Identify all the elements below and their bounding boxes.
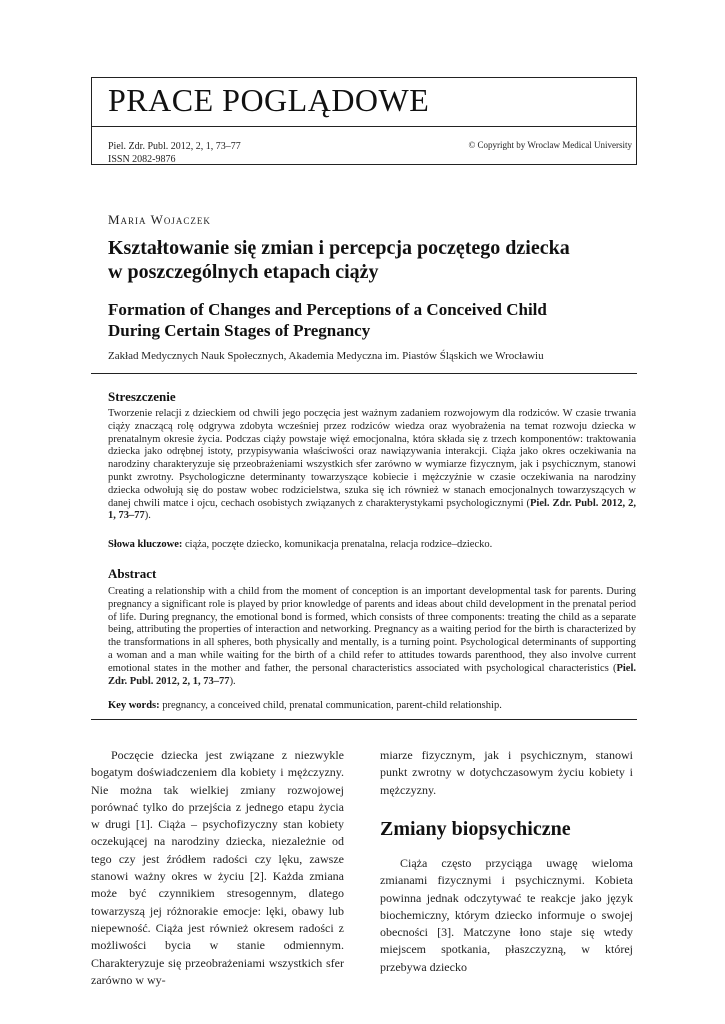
section-type-title: PRACE POGLĄDOWE	[108, 82, 430, 118]
streszczenie-end: ).	[144, 510, 151, 522]
body-paragraph: Poczęcie dziecka jest związane z niezwykle bogatym doświadczeniem dla kobiety i mężczyzny. Nie można tak wielkiej zmiany rozwojowej porównać tylko do przejścia z jednego etapu życia w drugi [1]. Ciąża – psychofizyczny stan kobiety oczekującej na narodziny dziecka, niezależnie od tego czy jest źródłem radości czy lęku, zawsze stanowi ważny okres w życiu [2]. Każda zmiana może być czynnikiem stresogennym, dlatego towarzyszą jej różnorakie emocje: lęki, obawy lub niepewność. Ciąża jest również okresem radości z możliwości bycia w stanie odmiennym. Charakteryzuje się przeobrażeniami wszystkich sfer zarówno w wy-	[91, 748, 344, 987]
author-affiliation: Zakład Medycznych Nauk Społecznych, Akademia Medyczna im. Piastów Śląskich we Wrocławiu	[108, 350, 544, 362]
body-right-column-top	[380, 747, 633, 799]
abstract-body: Creating a relationship with a child from the moment of conception is an important developmental task for parents. During pregnancy a significant role is played by prior knowledge of parents and ideas about child development in the prenatal period of life. During pregnancy, the emotional bond is formed, which consists of three components: treating the child as a separate being, attributing the properties of interaction and networking. Pregnancy as a waiting period for the birth is characterized by the transformations in all spheres, both physically and mentally, is a turning point. Psychological determinants of supporting a woman and a man while waiting for the birth of a child refer to attitudes towards parenthood, they also involve current emotional states in the mother and father, the personal characteristics associated with psychological characteristics (	[108, 586, 636, 674]
body-left-column	[91, 747, 344, 989]
section-heading: Zmiany biopsychiczne	[380, 818, 571, 840]
keywords-pl: ciąża, poczęte dziecko, komunikacja prenatalna, relacja rodzice–dziecko.	[182, 539, 493, 550]
streszczenie-text	[108, 408, 636, 523]
abstract-end: ).	[229, 675, 236, 687]
journal-citation: Piel. Zdr. Publ. 2012, 2, 1, 73–77	[108, 141, 241, 152]
title-polish-line: Kształtowanie się zmian i percepcja poczętego dziecka	[108, 237, 570, 259]
title-english-line: During Certain Stages of Pregnancy	[108, 321, 371, 340]
abstract-text	[108, 586, 636, 688]
abstract-top-rule	[91, 373, 637, 374]
abstract-heading: Abstract	[108, 566, 157, 581]
streszczenie-keywords	[108, 538, 636, 551]
title-polish-line: w poszczególnych etapach ciąży	[108, 261, 379, 283]
title-english	[108, 299, 628, 341]
abstract-keywords	[108, 699, 636, 712]
streszczenie-body: Tworzenie relacji z dzieckiem od chwili jego poczęcia jest ważnym zadaniem rozwojowym dla rodziców. W czasie trwania ciąży znaczącą rolę odgrywa zdobyta wcześniej przez rodziców wiedza oraz wyobrażenia na temat rozwoju dziecka w prenatalnym okresie życia. Podczas ciąży powstaje więź emocjonalna, która składa się z trzech komponentów: traktowania dziecka jako odrębnej istoty, przypisywania właściwości oraz nawiązywania interakcji. Ciąża jako okres oczekiwania na narodziny charakteryzuje się przeobrażeniami wszystkich sfer zarówno w wymiarze fizycznym, jak i psychicznym, stanowi punkt zwrotny. Psychologiczne determinanty towarzyszące kobiecie i mężczyźnie w czasie oczekiwania na narodziny dziecka odwołują się do postaw wobec rodzicielstwa, szuka się ich również w stanach emocjonalnych towarzyszących w danej chwili matce i ojcu, cechach osobistych związanych z charakterystykami psychologicznymi (	[108, 408, 636, 509]
keywords-label-en: Key words:	[108, 700, 160, 711]
body-right-column-bottom	[380, 855, 633, 976]
copyright-notice: © Copyright by Wroclaw Medical University	[468, 140, 632, 150]
body-paragraph: Ciąża często przyciąga uwagę wieloma zmianami fizycznymi i psychicznymi. Kobieta powinna jednak odczytywać te reakcje jako język biochemiczny, którym dziecko informuje o swojej obecności [3]. Matczyne łono staje się wtedy miejscem spotkania, płaszczyzną, w której przebywa dziecko	[380, 856, 633, 974]
streszczenie-citation: Piel. Zdr. Publ. 2012, 2, 1, 73–77	[108, 497, 636, 522]
title-english-line: Formation of Changes and Perceptions of a Conceived Child	[108, 300, 547, 319]
keywords-label-pl: Słowa kluczowe:	[108, 539, 183, 550]
journal-issn: ISSN 2082-9876	[108, 154, 176, 165]
abstract-bottom-rule	[91, 719, 637, 720]
abstract-citation: Piel. Zdr. Publ. 2012, 2, 1, 73–77	[108, 662, 636, 687]
journal-citation-block	[108, 140, 241, 166]
keywords-en: pregnancy, a conceived child, prenatal communication, parent-child relationship.	[159, 700, 502, 711]
body-paragraph-continuation: miarze fizycznym, jak i psychicznym, stanowi punkt zwrotny w dotychczasowym życiu kobiety i mężczyzny.	[380, 748, 633, 797]
title-polish	[108, 236, 628, 284]
streszczenie-heading: Streszczenie	[108, 389, 176, 404]
author-name: Maria Wojaczek	[108, 212, 211, 227]
